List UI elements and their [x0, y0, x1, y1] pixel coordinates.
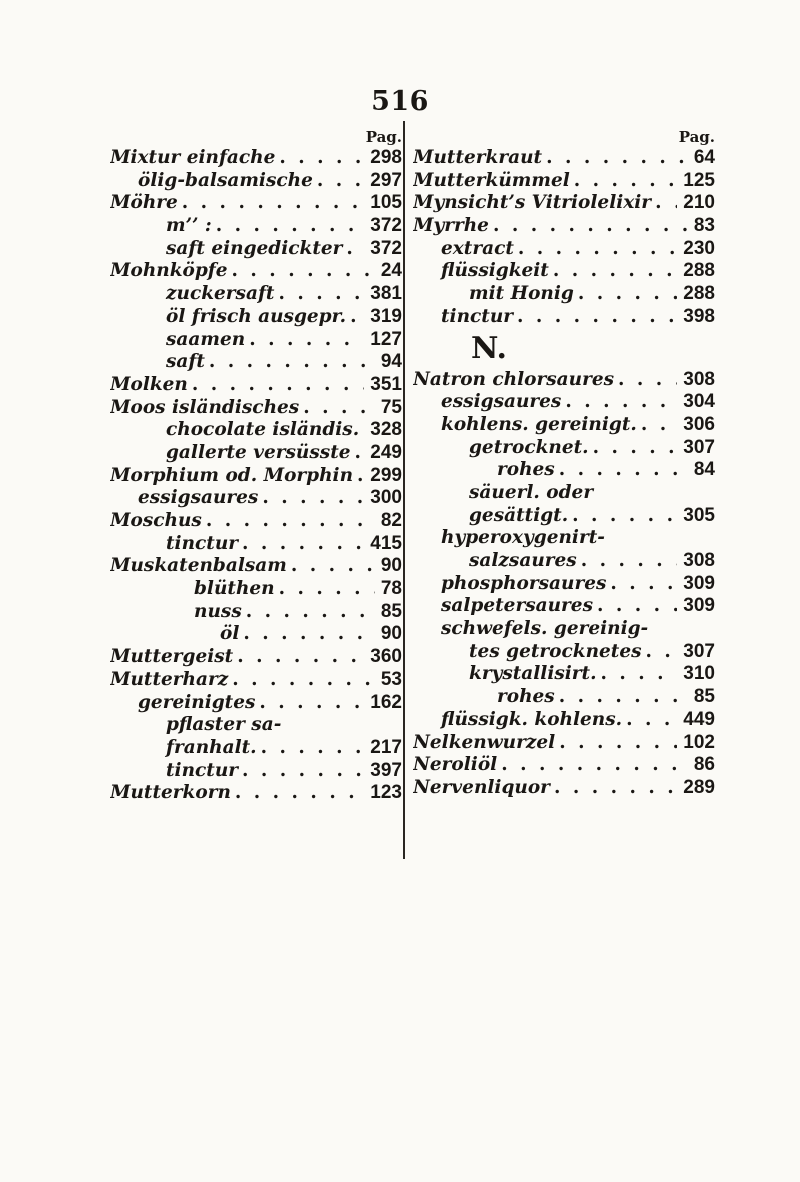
entry-term: gallerte versüsste	[166, 441, 351, 463]
entry-page: 75	[380, 396, 402, 418]
index-entry	[110, 419, 402, 442]
entry-page: 82	[380, 510, 402, 531]
leader-dots	[555, 459, 688, 482]
entry-page: 102	[683, 731, 715, 753]
entry-page: 328	[370, 419, 402, 441]
entry-page: 90	[380, 623, 402, 645]
leader-dots	[228, 669, 375, 692]
entry-term: Nervenliquor	[413, 776, 550, 798]
entry-term: schwefels. gereinig-	[441, 618, 649, 640]
leader-dots	[549, 260, 677, 283]
entry-page: 64	[693, 147, 715, 168]
leader-dots	[212, 215, 365, 238]
entry-page: 288	[683, 260, 715, 282]
leader-dots	[274, 283, 364, 306]
entry-term: phosphorsaures	[441, 572, 607, 594]
entry-term: saft eingedickter	[166, 237, 343, 259]
entry-term: öl	[220, 623, 240, 645]
entry-page: 360	[370, 646, 402, 668]
index-entry	[413, 732, 715, 755]
leader-dots	[577, 550, 678, 573]
entry-page: 297	[370, 169, 402, 191]
index-entry	[413, 437, 715, 460]
entry-term: Neroliöl	[413, 754, 498, 776]
entry-page: 85	[380, 600, 402, 622]
leader-dots	[574, 283, 677, 306]
index-entry	[413, 709, 715, 732]
pag-header-left: Pag.	[365, 128, 402, 146]
entry-page: 397	[370, 759, 402, 781]
leader-dots	[231, 782, 364, 805]
leader-dots	[568, 505, 677, 528]
entry-page: 306	[683, 413, 715, 435]
leader-dots	[287, 555, 375, 578]
right-entry-list-n	[413, 369, 715, 800]
entry-term: Muskatenbalsam	[110, 555, 287, 577]
index-entry	[110, 623, 402, 646]
section-letter: N.	[471, 330, 507, 366]
entry-term: tinctur	[166, 532, 239, 554]
entry-term: Mynsicht’s Vitriolelixir	[413, 192, 652, 214]
entry-term: m’’ :	[166, 215, 212, 237]
index-entry	[110, 578, 402, 601]
index-entry	[413, 686, 715, 709]
index-entry	[110, 533, 402, 556]
right-entry-list-m	[413, 147, 715, 329]
index-entry	[413, 170, 715, 193]
index-entry	[110, 760, 402, 783]
leader-dots	[637, 414, 677, 437]
index-entry	[110, 692, 402, 715]
entry-page: 210	[683, 192, 715, 214]
entry-term: blüthen	[194, 578, 275, 600]
leader-dots	[299, 397, 375, 420]
leader-dots	[497, 754, 688, 777]
leader-dots	[228, 260, 375, 283]
entry-term: Mutterkorn	[110, 782, 231, 804]
index-entry	[413, 754, 715, 777]
leader-dots	[542, 147, 688, 170]
index-entry	[413, 192, 715, 215]
leader-dots	[513, 306, 677, 329]
entry-page: 307	[683, 436, 715, 458]
leader-dots	[550, 777, 677, 800]
entry-term: Moos isländisches	[110, 396, 300, 418]
entry-page: 351	[370, 373, 402, 395]
leader-dots	[346, 306, 364, 329]
entry-term: essigsaures	[441, 391, 562, 413]
index-entry	[110, 646, 402, 669]
index-entry	[110, 714, 402, 737]
index-entry	[110, 329, 402, 352]
leader-dots	[275, 578, 375, 601]
entry-term: essigsaures	[138, 487, 259, 509]
entry-term: flüssigk. kohlens.	[441, 708, 623, 730]
index-entry	[413, 777, 715, 800]
leader-dots	[245, 329, 364, 352]
entry-term: saamen	[166, 328, 246, 350]
leader-dots	[642, 641, 678, 664]
entry-term: Molken	[110, 373, 188, 395]
leader-dots	[238, 533, 364, 556]
entry-page: 83	[693, 215, 715, 237]
index-entry	[413, 238, 715, 261]
leader-dots	[313, 170, 364, 193]
entry-term: tes getrocknetes	[469, 640, 642, 662]
index-entry	[110, 510, 402, 533]
entry-page: 308	[683, 368, 715, 390]
entry-page: 307	[683, 640, 715, 662]
leader-dots	[233, 646, 364, 669]
entry-term: zuckersaft	[166, 283, 275, 305]
index-entry	[110, 238, 402, 261]
entry-page: 299	[370, 464, 402, 486]
entry-term: getrocknet.	[469, 436, 589, 458]
entry-page: 125	[683, 169, 715, 191]
index-entry	[413, 414, 715, 437]
entry-term: franhalt.	[166, 736, 257, 758]
leader-dots	[205, 351, 375, 374]
leader-dots	[242, 601, 375, 624]
entry-page: 105	[370, 192, 402, 214]
entry-page: 372	[370, 237, 402, 259]
entry-term: chocolate isländis.	[166, 419, 360, 441]
entry-term: pflaster sa-	[166, 714, 282, 736]
leader-dots	[589, 437, 678, 460]
index-entry	[413, 663, 715, 686]
leader-dots	[570, 170, 678, 193]
leader-dots	[651, 192, 677, 215]
entry-page: 123	[370, 782, 402, 804]
index-entry	[413, 147, 715, 170]
left-column	[110, 127, 402, 805]
entry-term: gereinigtes	[138, 691, 256, 713]
index-entry	[110, 555, 402, 578]
entry-page: 53	[380, 668, 402, 690]
entry-term: nuss	[194, 600, 242, 622]
leader-dots	[238, 760, 364, 783]
index-entry	[110, 782, 402, 805]
index-entry	[413, 527, 715, 550]
entry-page: 86	[693, 754, 715, 776]
entry-page: 298	[370, 147, 402, 168]
entry-term: saft	[166, 351, 205, 373]
index-entry	[413, 550, 715, 573]
index-entry	[413, 641, 715, 664]
index-entry	[110, 306, 402, 329]
entry-page: 288	[683, 283, 715, 305]
entry-term: Morphium od. Morphin	[110, 464, 354, 486]
entry-page: 319	[370, 305, 402, 327]
entry-page: 415	[370, 532, 402, 554]
entry-term: ölig-balsamische	[138, 169, 313, 191]
entry-page: 372	[370, 215, 402, 237]
entry-page: 217	[370, 736, 402, 758]
index-entry	[413, 482, 715, 505]
index-entry	[110, 170, 402, 193]
leader-dots	[188, 374, 364, 397]
leader-dots	[342, 238, 364, 261]
entry-term: öl frisch ausgepr.	[166, 305, 347, 327]
leader-dots	[239, 623, 374, 646]
index-entry	[413, 391, 715, 414]
leader-dots	[593, 595, 677, 618]
entry-page: 449	[683, 708, 715, 730]
entry-page: 90	[380, 555, 402, 577]
index-entry	[110, 737, 402, 760]
entry-term: rohes	[497, 459, 555, 481]
index-entry	[413, 283, 715, 306]
leader-dots	[351, 442, 365, 465]
index-entry	[110, 397, 402, 420]
entry-page: 309	[683, 572, 715, 594]
column-divider	[403, 121, 405, 859]
index-entry	[110, 192, 402, 215]
entry-term: krystallisirt.	[469, 663, 597, 685]
entry-term: Mutterkraut	[413, 147, 543, 168]
entry-page: 304	[683, 391, 715, 413]
entry-page: 309	[683, 595, 715, 617]
entry-term: salzsaures	[469, 550, 577, 571]
entry-page: 289	[683, 776, 715, 798]
entry-page: 300	[370, 487, 402, 509]
leader-dots	[555, 732, 677, 755]
entry-term: Mutterkümmel	[413, 169, 570, 191]
index-entry	[413, 260, 715, 283]
entry-page: 308	[683, 550, 715, 571]
entry-term: tinctur	[441, 305, 514, 327]
entry-term: Möhre	[110, 192, 178, 214]
entry-page: 305	[683, 504, 715, 526]
entry-term: tinctur	[166, 759, 239, 781]
leader-dots	[597, 663, 678, 686]
index-entry	[110, 465, 402, 488]
entry-term: Moschus	[110, 510, 202, 531]
entry-term: hyperoxygenirt-	[441, 527, 605, 549]
leader-dots	[614, 369, 677, 392]
entry-term: säuerl. oder	[469, 481, 594, 503]
index-entry	[413, 618, 715, 641]
leader-dots	[353, 465, 364, 488]
leader-dots	[258, 487, 364, 510]
entry-term: Mixtur einfache	[110, 147, 276, 168]
leader-dots	[606, 573, 677, 596]
entry-page: 310	[683, 663, 715, 685]
index-entry	[110, 442, 402, 465]
leader-dots	[555, 686, 688, 709]
leader-dots	[622, 709, 677, 732]
leader-dots	[255, 692, 364, 715]
left-entry-list	[110, 147, 402, 805]
index-entry	[413, 595, 715, 618]
entry-page: 398	[683, 305, 715, 327]
leader-dots	[202, 510, 375, 533]
entry-page: 94	[380, 351, 402, 373]
entry-page: 381	[370, 283, 402, 305]
index-entry	[110, 374, 402, 397]
leader-dots	[514, 238, 677, 261]
index-entry	[110, 487, 402, 510]
entry-term: rohes	[497, 686, 555, 708]
entry-page: 24	[380, 260, 402, 282]
entry-page: 78	[380, 578, 402, 600]
page-number: 516	[371, 86, 429, 117]
entry-term: Mohnköpfe	[110, 260, 228, 282]
index-entry	[413, 459, 715, 482]
entry-term: Muttergeist	[110, 646, 234, 668]
entry-term: kohlens. gereinigt.	[441, 413, 637, 435]
index-entry	[110, 351, 402, 374]
leader-dots	[178, 192, 365, 215]
index-entry	[413, 505, 715, 528]
index-entry	[110, 601, 402, 624]
entry-term: Mutterharz	[110, 668, 229, 690]
index-entry	[413, 215, 715, 238]
entry-term: Natron chlorsaures	[413, 368, 615, 390]
pag-header-right: Pag.	[678, 128, 715, 146]
index-entry	[413, 306, 715, 329]
entry-term: flüssigkeit	[441, 260, 549, 282]
leader-dots	[275, 147, 364, 170]
entry-page: 249	[370, 441, 402, 463]
entry-term: mit Honig	[469, 283, 574, 305]
index-entry	[413, 369, 715, 392]
index-entry	[110, 215, 402, 238]
index-entry	[413, 573, 715, 596]
entry-term: extract	[441, 237, 514, 259]
entry-page: 162	[370, 691, 402, 713]
entry-term: Myrrhe	[413, 215, 489, 237]
entry-term: gesättigt.	[469, 504, 569, 526]
entry-term: Nelkenwurzel	[413, 731, 556, 753]
leader-dots	[257, 737, 365, 760]
leader-dots	[561, 391, 677, 414]
leader-dots	[489, 215, 688, 238]
entry-term: salpetersaures	[441, 595, 593, 617]
index-entry	[110, 147, 402, 170]
right-column	[413, 127, 715, 800]
index-entry	[110, 669, 402, 692]
entry-page: 84	[693, 459, 715, 481]
index-entry	[110, 283, 402, 306]
entry-page: 230	[683, 237, 715, 259]
index-entry	[110, 260, 402, 283]
entry-page: 127	[370, 328, 402, 350]
entry-page: 85	[693, 686, 715, 708]
